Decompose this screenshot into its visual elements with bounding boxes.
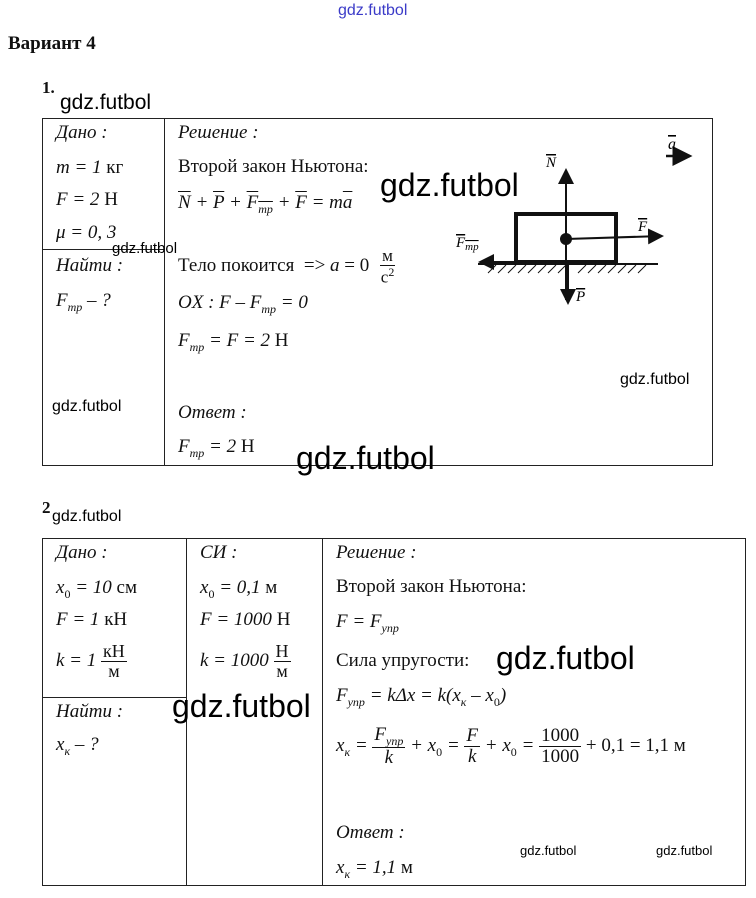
watermark: gdz.futbol [52, 398, 122, 415]
law-title: Второй закон Ньютона: [178, 156, 369, 177]
find-label: Найти : [56, 255, 124, 276]
watermark: gdz.futbol [296, 440, 435, 476]
force-diagram [440, 125, 705, 310]
given-label: Дано : [56, 122, 108, 143]
si-x0: $x_0 = 0,1$ м [200, 577, 278, 601]
watermark: gdz.futbol [112, 240, 178, 257]
find-value: $F_{тр}$ – ? [56, 290, 111, 314]
elastic-title: Сила упругости: [336, 650, 470, 671]
ox-equation: OX : $F - F_{тр} = 0$ [178, 292, 308, 316]
label-F: F [638, 219, 648, 235]
given-label: Дано : [56, 542, 108, 563]
column-divider [322, 538, 323, 885]
rest-text: Тело покоится => a = 0 $\frac{м}{с^2}$ [178, 246, 395, 287]
label-a: a [668, 136, 676, 153]
si-label: СИ : [200, 542, 238, 563]
column-divider [164, 118, 165, 465]
label-Ftr: $F_{тр}$ [456, 235, 479, 253]
answer-label: Ответ : [178, 402, 247, 423]
problem-1-number: 1. [42, 78, 55, 97]
solution-label: Решение : [336, 542, 417, 563]
find-label: Найти : [56, 701, 124, 722]
result-equation: $F_{тр} = F = 2$ Н [178, 330, 289, 354]
given-force: F = 1 кН [56, 609, 128, 630]
given-force: F = 2 Н [56, 189, 118, 210]
answer-label: Ответ : [336, 822, 405, 843]
watermark: gdz.futbol [172, 688, 311, 724]
given-k: k = 1 $\frac{кН}{м}$ [56, 641, 125, 681]
solution-label: Решение : [178, 122, 259, 143]
watermark: gdz.futbol [620, 371, 690, 388]
watermark: gdz.futbol [496, 640, 635, 676]
watermark: gdz.futbol [380, 167, 519, 203]
answer-value: $F_{тр} = 2$ Н [178, 436, 255, 460]
answer-value: $x_к = 1,1$ м [336, 857, 413, 881]
row-divider [42, 697, 186, 698]
problem-2-number: 2 [42, 498, 51, 517]
watermark-top: gdz.futbol [338, 2, 408, 19]
law-title: Второй закон Ньютона: [336, 576, 527, 597]
watermark: gdz.futbol [520, 843, 577, 858]
given-mu: μ = 0, 3 [56, 222, 117, 243]
page-title: Вариант 4 [8, 33, 96, 54]
si-k: k = 1000 $\frac{Н}{м}$ [200, 641, 289, 681]
equation-1: $F = F_{упр}$ [336, 611, 399, 635]
equation-2: $F_{упр} = k\Delta x = k(x_к - x_0)$ [336, 685, 507, 709]
given-mass: m = 1 кг [56, 157, 124, 178]
given-x0: $x_0 = 10$ см [56, 577, 137, 601]
center-point [560, 233, 572, 245]
watermark: gdz.futbol [52, 508, 122, 525]
equation-3: $x_к$ = $\frac{F_{упр}}{k}$ + $x_0$ = $\frac{F}{k}$ + $x_0$ = $\frac{1000}{1000}$ + 0,1 = 1,1 м [336, 724, 686, 769]
label-P: P [576, 289, 586, 305]
si-force: F = 1000 Н [200, 609, 291, 630]
find-value: $x_к$ – ? [56, 734, 99, 758]
label-N: N [546, 155, 557, 171]
vector-equation: $\overline{N} + \overline{P} + F_{тр} + \overline{F} = m\overline{a}$ [178, 192, 353, 216]
watermark: gdz.futbol [60, 91, 152, 114]
watermark: gdz.futbol [656, 843, 713, 858]
